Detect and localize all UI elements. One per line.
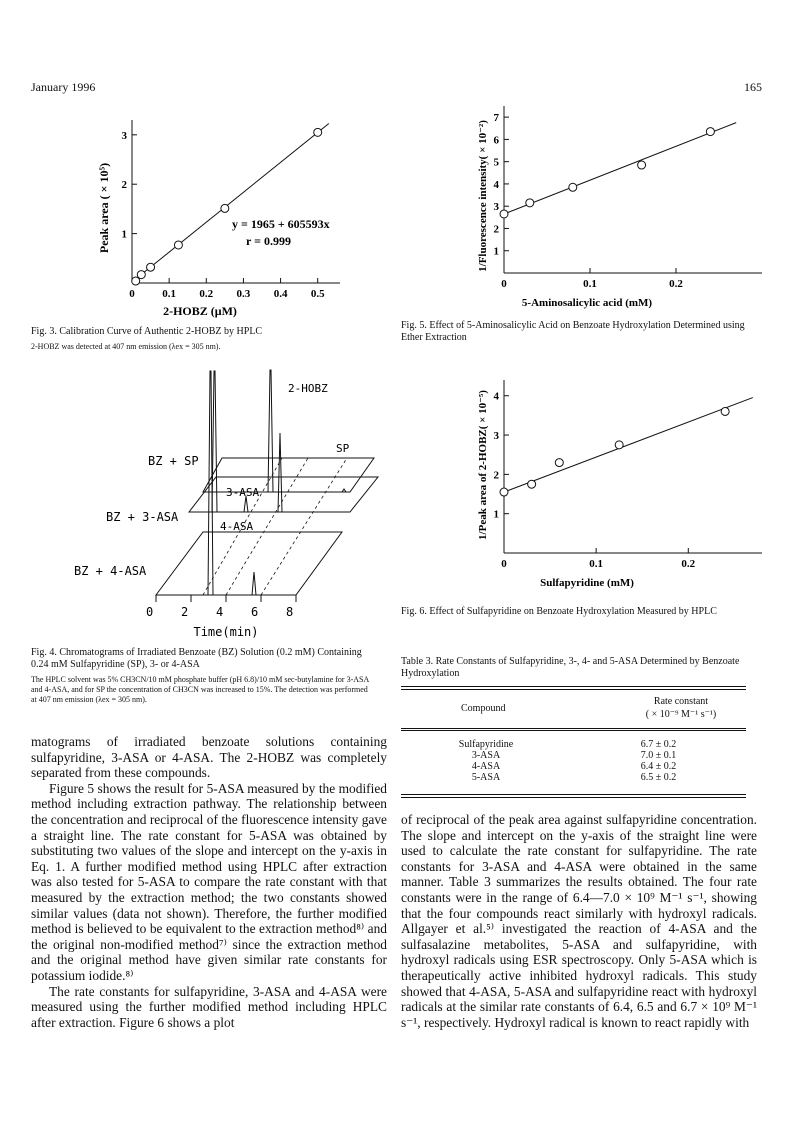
y-tick-label: 3 <box>121 129 127 142</box>
table3-compound: Sulfapyridine <box>458 739 514 750</box>
fig3-y-axis-label: Peak area ( × 10⁵) <box>97 162 111 254</box>
fig4-x-tick: 6 <box>251 605 259 619</box>
table3-title: Table 3. Rate Constants of Sulfapyridine, 3-, 4- and 5-ASA Determined by Benzoate Hydroxylation <box>401 656 740 679</box>
data-point <box>555 459 563 467</box>
y-tick-label: 5 <box>493 156 499 169</box>
x-tick-label: 0.1 <box>162 288 177 300</box>
x-tick-label: 0 <box>129 288 135 300</box>
table-row <box>401 750 746 761</box>
data-point <box>721 407 729 415</box>
x-tick-label: 0.5 <box>310 288 325 300</box>
x-tick-label: 0 <box>501 278 507 290</box>
paragraph: matograms of irradiated benzoate solutions containing sulfapyridine, 3-ASA or 4-ASA. The 2-HOBZ was completely separated from these compounds. <box>31 734 387 781</box>
y-tick-label: 6 <box>493 134 499 147</box>
data-point <box>526 199 534 207</box>
fig3-equation: y = 1965 + 605593x <box>232 217 330 231</box>
fig6-fit-line <box>504 398 753 492</box>
fig3-axes <box>122 120 341 300</box>
fig4-plane-4asa <box>156 532 342 595</box>
y-tick-label: 1 <box>121 228 127 241</box>
fig3-r-value: r = 0.999 <box>246 234 291 248</box>
running-header-date: January 1996 <box>31 80 96 94</box>
fig6-caption: Fig. 6. Effect of Sulfapyridine on Benzoate Hydroxylation Measured by HPLC <box>401 606 717 617</box>
data-point <box>500 488 508 496</box>
fit-line <box>136 123 329 279</box>
fig6-x-axis-label: Sulfapyridine (mM) <box>540 577 634 589</box>
x-tick-label: 0.1 <box>589 558 604 570</box>
x-tick-label: 0.3 <box>236 288 251 300</box>
fig4-x-axis-label: Time(min) <box>193 625 259 639</box>
table3-compound: 5-ASA <box>471 772 501 783</box>
fig5-x-axis-label: 5-Aminosalicylic acid (mM) <box>521 297 653 309</box>
fig4-trace-label-3asa: BZ + 3-ASA <box>106 510 179 524</box>
body-text-left <box>31 734 387 1030</box>
table-row <box>401 761 746 772</box>
x-tick-label: 0.2 <box>199 288 214 300</box>
table3-header-rate: Rate constant <box>653 696 709 707</box>
fit-line <box>504 123 736 214</box>
fig5-5asa-chart <box>462 96 772 316</box>
x-tick-label: 0.2 <box>669 278 683 290</box>
fig5-fit-line <box>504 123 736 214</box>
data-point <box>314 128 322 136</box>
fig4-peak-label-3asa: 3-ASA <box>226 486 260 499</box>
fig4-peak-label-4asa: 4-ASA <box>220 520 254 533</box>
table-row <box>401 772 746 783</box>
y-tick-label: 4 <box>493 178 499 191</box>
fig4-peak-label-2hobz: 2-HOBZ <box>288 382 328 395</box>
table3-header-unit: ( × 10⁻⁹ M⁻¹ s⁻¹) <box>645 709 717 720</box>
table3 <box>401 686 746 798</box>
table3-rate: 6.4 ± 0.2 <box>640 761 677 772</box>
page-number: 165 <box>744 80 762 94</box>
y-tick-label: 3 <box>493 201 499 214</box>
paragraph: of reciprocal of the peak area against sulfapyridine concentration. The slope and intercept on the y-axis of the straight line were used to calculate the rate constant for sulfapyridine. The rate constants for 3-ASA and 4-ASA were obtained in the same manner. Table 3 summarizes the results obtained. The four rate constants were in the range of 6.4—7.0 × 10⁹ M⁻¹ s⁻¹, showing that the four compounds react similarly with hydroxyl radicals. Allgayer et al.⁵⁾ investigated the reaction of 4-ASA and the sulfasalazine metabolites, 5-ASA and sulfapyridine, with hydroxyl radicals using ESR spectroscopy. Only 5-ASA which is therapeutically active inhibited hydroxyl radicals. This study showed that 4-ASA, 5-ASA and sulfapyridine react with hydroxyl radicals at the similar rate constants of 6.4, 6.5 and 6.7 × 10⁹ M⁻¹ s⁻¹, respectively. Hydroxyl radical is known to react rapidly with <box>401 812 757 1030</box>
data-point <box>615 441 623 449</box>
fig3-x-axis-label: 2-HOBZ (μM) <box>163 304 237 318</box>
fig4-peak-label-sp: SP <box>336 442 350 455</box>
x-tick-label: 0.2 <box>681 558 696 570</box>
data-point <box>706 128 714 136</box>
table3-rate: 6.5 ± 0.2 <box>640 772 677 783</box>
fig6-sulfapyridine-chart <box>462 370 772 595</box>
table3-compound: 4-ASA <box>471 761 501 772</box>
y-tick-label: 7 <box>493 112 499 125</box>
data-point <box>500 210 508 218</box>
data-point <box>147 263 155 271</box>
fig3-calibration-chart <box>80 100 380 320</box>
fig4-trace-label-4asa: BZ + 4-ASA <box>74 564 147 578</box>
x-tick-label: 0.4 <box>273 288 288 300</box>
fig4-trace-4asa <box>156 371 296 595</box>
x-tick-label: 0 <box>501 558 507 570</box>
fig3-fit-line <box>136 123 329 279</box>
fig4-caption: Fig. 4. Chromatograms of Irradiated Benzoate (BZ) Solution (0.2 mM) Containing 0.24 mM Sulfapyridine (SP), 3- or 4-ASA <box>31 647 362 670</box>
fig4-x-tick: 4 <box>216 605 224 619</box>
fig4-caption-note: The HPLC solvent was 5% CH3CN/10 mM phosphate buffer (pH 6.8)/10 mM sec-butylamine for 3-ASA and 4-ASA, and for SP the concentration of CH3CN was increased to 15%. The detection was performed at 407 nm emission (λex = 305 nm). <box>31 675 369 704</box>
data-point <box>221 204 229 212</box>
fig5-axes <box>494 106 763 290</box>
body-text-right <box>401 812 757 1030</box>
fig5-y-axis-label: 1/Fluorescence intensity( × 10⁻²) <box>477 120 489 272</box>
data-point <box>638 161 646 169</box>
paragraph: Figure 5 shows the result for 5-ASA measured by the modified method including extraction pathway. The relationship between the concentration and reciprocal of the fluorescence intensity gave a straight line. The rate constant for 5-ASA was obtained by substituting two values of the slope and intercept on the y-axis in Eq. 1. A further modified method using HPLC after extraction was also tested for 5-ASA to compare the rate constant with that measured by the extraction method; the two constants showed similar values (data not shown). Therefore, the further modified method is believed to be equivalent to the extraction method⁸⁾ and the original non-modified method⁷⁾ since the extraction method and the original method have given similar rate constants for potassium iodide.⁸⁾ <box>31 780 387 983</box>
table3-rate: 7.0 ± 0.1 <box>640 750 677 761</box>
data-point <box>528 480 536 488</box>
fig4-trace-sp <box>203 370 350 492</box>
fig6-y-axis-label: 1/Peak area of 2-HOBZ( × 10⁻⁵) <box>477 390 489 540</box>
fig6-axes <box>494 380 763 570</box>
y-tick-label: 2 <box>121 179 127 192</box>
fig4-x-tick: 2 <box>181 605 189 619</box>
x-tick-label: 0.1 <box>583 278 597 290</box>
y-tick-label: 2 <box>493 469 499 482</box>
table3-header-compound: Compound <box>461 703 506 714</box>
fig5-data-points <box>500 128 714 218</box>
y-tick-label: 4 <box>493 390 499 403</box>
paragraph: The rate constants for sulfapyridine, 3-ASA and 4-ASA were measured using the further modified method including HPLC after extraction. Figure 6 shows a plot <box>31 983 387 1030</box>
fig3-caption: Fig. 3. Calibration Curve of Authentic 2-HOBZ by HPLC <box>31 326 263 337</box>
fit-line <box>504 398 753 492</box>
table-row <box>401 739 746 750</box>
y-tick-label: 1 <box>493 508 499 521</box>
data-point <box>132 277 140 285</box>
y-tick-label: 1 <box>493 245 499 258</box>
data-point <box>174 241 182 249</box>
y-tick-label: 3 <box>493 430 499 443</box>
y-tick-label: 2 <box>493 223 499 236</box>
fig5-caption: Fig. 5. Effect of 5-Aminosalicylic Acid on Benzoate Hydroxylation Determined using Ether Extraction <box>401 320 745 343</box>
table3-rate: 6.7 ± 0.2 <box>640 739 677 750</box>
fig6-data-points <box>500 407 729 496</box>
fig4-trace-label-sp: BZ + SP <box>148 454 199 468</box>
data-point <box>137 271 145 279</box>
fig3-caption-note: 2-HOBZ was detected at 407 nm emission (λex = 305 nm). <box>31 342 221 351</box>
table3-compound: 3-ASA <box>471 750 501 761</box>
fig4-x-tick: 8 <box>286 605 294 619</box>
data-point <box>569 183 577 191</box>
fig4-chromatograms <box>60 366 390 642</box>
fig4-x-tick: 0 <box>146 605 154 619</box>
